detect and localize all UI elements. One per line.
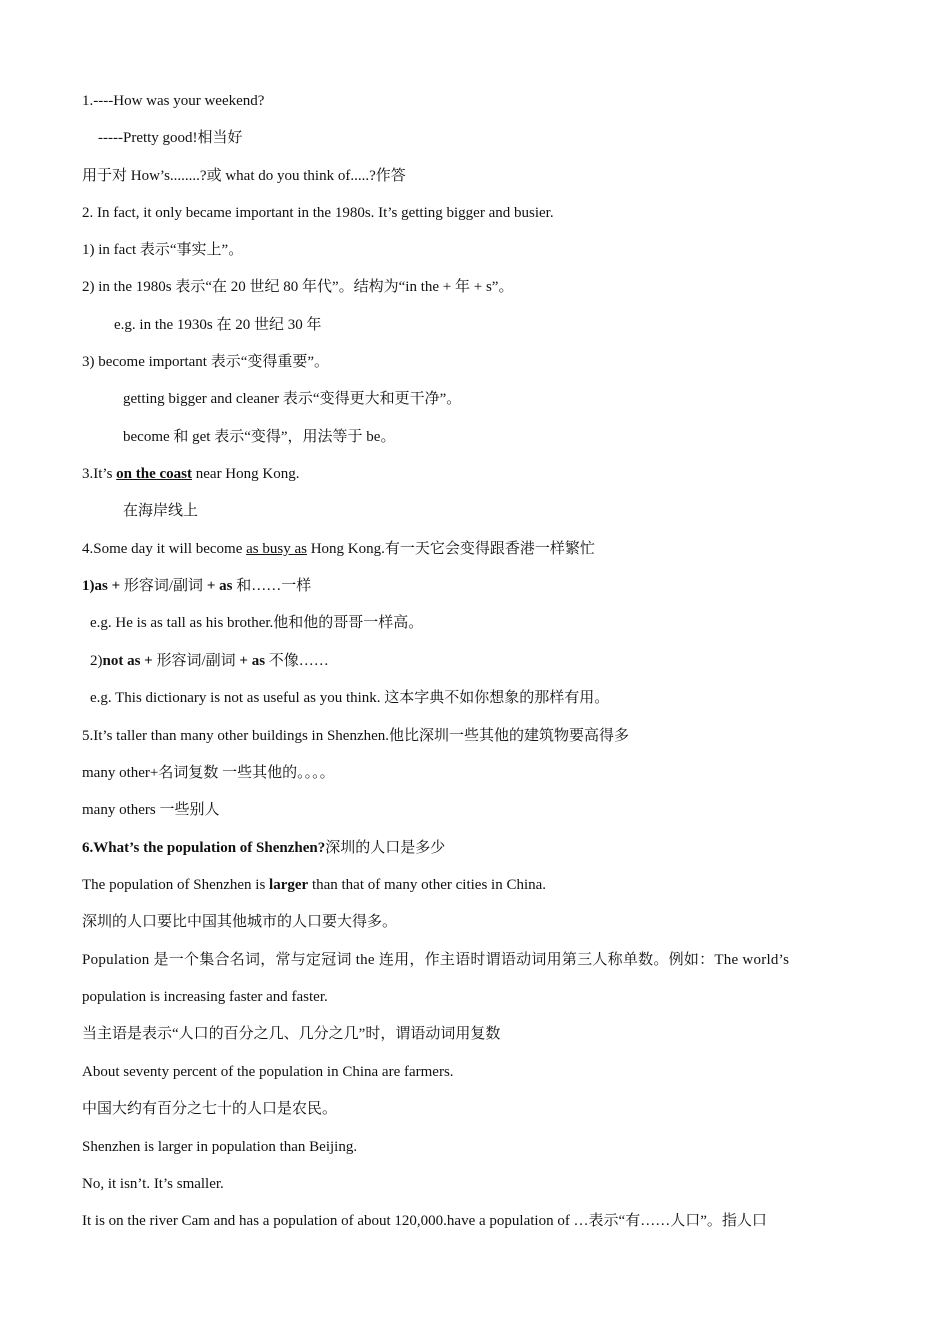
text-segment: than that of many other cities in China. — [308, 877, 547, 893]
line-population-increasing: population is increasing faster and faster. — [82, 989, 328, 1005]
text-segment: 深圳的人口是多少 — [325, 840, 446, 856]
line-smaller: No, it isn’t. It’s smaller. — [82, 1176, 224, 1192]
line-as-adj-as — [82, 576, 311, 596]
text-segment: 不像…… — [265, 653, 329, 669]
line-1930s-example: e.g. in the 1930s 在 20 世纪 30 年 — [114, 317, 322, 333]
line-on-the-coast — [82, 464, 299, 484]
line-seventy-percent-cn: 中国大约有百分之七十的人口是农民。 — [82, 1101, 338, 1117]
text-segment: near Hong Kong. — [192, 466, 300, 482]
text-segment: 6.What’s the population of Shenzhen? — [82, 840, 326, 856]
text-segment: 和……一样 — [232, 578, 312, 594]
highlight-phrase: as busy as — [246, 541, 307, 557]
line-weekend-question: 1.----How was your weekend? — [82, 93, 265, 109]
line-weekend-answer: -----Pretty good!相当好 — [98, 130, 243, 146]
line-coast-meaning: 在海岸线上 — [123, 503, 199, 519]
text-segment: 4.Some day it will become — [82, 541, 247, 557]
text-segment: 形容词/副词 — [123, 578, 207, 594]
text-segment: 1)as + — [82, 578, 124, 594]
line-population-larger-cn: 深圳的人口要比中国其他城市的人口要大得多。 — [82, 914, 398, 930]
text-segment: 3.It’s — [82, 466, 117, 482]
text-segment: 形容词/副词 — [156, 653, 240, 669]
line-dictionary-example: e.g. This dictionary is not as useful as you think. 这本字典不如你想象的那样有用。 — [90, 690, 610, 706]
highlight-phrase: on the coast — [116, 466, 192, 482]
line-population-question — [82, 838, 445, 858]
line-many-other: many other+名词复数 一些其他的。。。。 — [82, 765, 335, 781]
line-become-get: become 和 get 表示“变得”，用法等于 be。 — [123, 429, 396, 445]
line-tall-example: e.g. He is as tall as his brother.他和他的哥哥一样高。 — [90, 615, 424, 631]
highlight-word: larger — [269, 877, 309, 893]
line-as-busy-as — [82, 539, 595, 559]
line-population-larger — [82, 875, 546, 895]
line-bigger-cleaner: getting bigger and cleaner 表示“变得更大和更干净”。 — [123, 391, 462, 407]
line-population-collective: Population 是一个集合名词，常与定冠词 the 连用，作主语时谓语动词用第三人称单数。例如：The world’s — [82, 952, 790, 968]
line-taller-than: 5.It’s taller than many other buildings in Shenzhen.他比深圳一些其他的建筑物要高得多 — [82, 728, 630, 744]
text-segment: Hong Kong.有一天它会变得跟香港一样繁忙 — [306, 541, 595, 557]
line-in-fact-meaning: 1) in fact 表示“事实上”。 — [82, 242, 244, 258]
line-not-as-adj-as — [90, 651, 329, 671]
text-segment: 2) — [90, 653, 103, 669]
text-segment: not as + — [102, 653, 157, 669]
line-1980s-meaning: 2) in the 1980s 表示“在 20 世纪 80 年代”。结构为“in the + 年 + s”。 — [82, 279, 514, 295]
line-shenzhen-beijing: Shenzhen is larger in population than Beijing. — [82, 1139, 358, 1155]
line-many-others: many others 一些别人 — [82, 802, 220, 818]
line-become-important: 3) become important 表示“变得重要”。 — [82, 354, 330, 370]
line-river-cam: It is on the river Cam and has a population of about 120,000.have a population of …表示“有……人口”。指人口 — [82, 1213, 767, 1229]
text-segment: The population of Shenzhen is — [82, 877, 270, 893]
text-segment: + as — [206, 578, 233, 594]
line-usage-note: 用于对 How’s........?或 what do you think of.....?作答 — [82, 168, 406, 184]
line-seventy-percent: About seventy percent of the population in China are farmers. — [82, 1064, 454, 1080]
line-in-fact-sentence: 2. In fact, it only became important in the 1980s. It’s getting bigger and busier. — [82, 205, 554, 221]
text-segment: + as — [239, 653, 266, 669]
line-plural-rule: 当主语是表示“人口的百分之几、几分之几”时，谓语动词用复数 — [82, 1026, 501, 1042]
